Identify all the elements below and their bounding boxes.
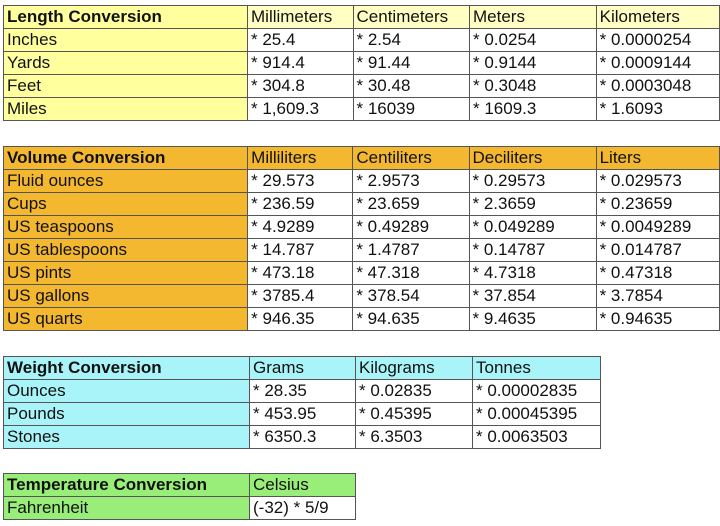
table-title: Length Conversion [4, 6, 248, 29]
table-cell: * 1.4787 [353, 239, 469, 262]
table-row [4, 29, 720, 52]
row-label: US tablespoons [4, 239, 248, 262]
table-cell: * 91.44 [353, 52, 470, 75]
table-cell: * 0.0009144 [596, 52, 719, 75]
row-label: Yards [4, 52, 248, 75]
table-row [4, 426, 601, 449]
column-header: Kilograms [356, 357, 473, 380]
table-title: Temperature Conversion [4, 474, 250, 497]
table-cell: * 0.29573 [469, 170, 596, 193]
table-row [4, 193, 720, 216]
table-cell: * 378.54 [353, 285, 469, 308]
row-label: Fluid ounces [4, 170, 248, 193]
table-cell: * 0.0049289 [596, 216, 719, 239]
table-cell: * 0.23659 [596, 193, 719, 216]
table-cell: * 236.59 [248, 193, 353, 216]
column-header: Milliliters [248, 147, 353, 170]
table-title: Weight Conversion [4, 357, 250, 380]
table-row [4, 403, 601, 426]
column-header: Kilometers [596, 6, 719, 29]
table-cell: * 0.3048 [470, 75, 597, 98]
column-header: Liters [596, 147, 719, 170]
row-label: US pints [4, 262, 248, 285]
table-cell: * 47.318 [353, 262, 469, 285]
table-row [4, 380, 601, 403]
row-label: Fahrenheit [4, 497, 250, 520]
table-cell: * 0.029573 [596, 170, 719, 193]
table-cell: * 0.47318 [596, 262, 719, 285]
table-cell: * 14.787 [248, 239, 353, 262]
table-row [4, 216, 720, 239]
column-header: Centimeters [353, 6, 470, 29]
table-row [4, 98, 720, 121]
table-cell: * 946.35 [248, 308, 353, 331]
table-cell: * 2.9573 [353, 170, 469, 193]
column-header: Celsius [250, 474, 356, 497]
table-cell: * 0.0254 [470, 29, 597, 52]
table-title: Volume Conversion [4, 147, 248, 170]
table-cell: * 0.00002835 [473, 380, 601, 403]
table-cell: * 1.6093 [596, 98, 719, 121]
row-label: Feet [4, 75, 248, 98]
table-header-row [4, 6, 720, 29]
row-label: Miles [4, 98, 248, 121]
table-cell: * 473.18 [248, 262, 353, 285]
table-cell: * 16039 [353, 98, 470, 121]
table-cell: * 3785.4 [248, 285, 353, 308]
table-cell: * 1609.3 [470, 98, 597, 121]
table-cell: * 28.35 [250, 380, 356, 403]
table-cell: (-32) * 5/9 [250, 497, 356, 520]
column-header: Grams [250, 357, 356, 380]
table-cell: * 4.9289 [248, 216, 353, 239]
table-row [4, 262, 720, 285]
table-cell: * 0.0063503 [473, 426, 601, 449]
table-cell: * 6350.3 [250, 426, 356, 449]
table-cell: * 30.48 [353, 75, 470, 98]
row-label: Inches [4, 29, 248, 52]
row-label: Pounds [4, 403, 250, 426]
column-header: Tonnes [473, 357, 601, 380]
column-header: Meters [470, 6, 597, 29]
table-cell: * 914.4 [248, 52, 354, 75]
table-cell: * 304.8 [248, 75, 354, 98]
table-cell: * 0.45395 [356, 403, 473, 426]
row-label: US gallons [4, 285, 248, 308]
table-row [4, 239, 720, 262]
table-cell: * 2.3659 [469, 193, 596, 216]
row-label: Stones [4, 426, 250, 449]
volume-conversion-table [3, 146, 720, 331]
table-cell: * 2.54 [353, 29, 470, 52]
column-header: Centiliters [353, 147, 469, 170]
row-label: Cups [4, 193, 248, 216]
table-cell: * 0.014787 [596, 239, 719, 262]
table-cell: * 0.049289 [469, 216, 596, 239]
table-row [4, 75, 720, 98]
table-cell: * 37.854 [469, 285, 596, 308]
table-cell: * 3.7854 [596, 285, 719, 308]
table-row [4, 52, 720, 75]
table-cell: * 29.573 [248, 170, 353, 193]
table-cell: * 453.95 [250, 403, 356, 426]
table-cell: * 94.635 [353, 308, 469, 331]
table-cell: * 9.4635 [469, 308, 596, 331]
table-cell: * 0.00045395 [473, 403, 601, 426]
table-cell: * 0.02835 [356, 380, 473, 403]
row-label: US teaspoons [4, 216, 248, 239]
table-cell: * 25.4 [248, 29, 354, 52]
weight-conversion-table [3, 356, 601, 449]
table-cell: * 0.49289 [353, 216, 469, 239]
table-cell: * 6.3503 [356, 426, 473, 449]
table-row [4, 308, 720, 331]
table-row [4, 285, 720, 308]
temperature-conversion-table [3, 473, 356, 520]
table-cell: * 4.7318 [469, 262, 596, 285]
table-header-row [4, 147, 720, 170]
table-cell: * 23.659 [353, 193, 469, 216]
table-cell: * 1,609.3 [248, 98, 354, 121]
column-header: Deciliters [469, 147, 596, 170]
table-header-row [4, 357, 601, 380]
row-label: Ounces [4, 380, 250, 403]
table-cell: * 0.94635 [596, 308, 719, 331]
table-header-row [4, 474, 356, 497]
table-row [4, 170, 720, 193]
table-cell: * 0.0003048 [596, 75, 719, 98]
column-header: Millimeters [248, 6, 354, 29]
row-label: US quarts [4, 308, 248, 331]
length-conversion-table [3, 5, 720, 121]
table-row [4, 497, 356, 520]
table-cell: * 0.14787 [469, 239, 596, 262]
table-cell: * 0.9144 [470, 52, 597, 75]
table-cell: * 0.0000254 [596, 29, 719, 52]
